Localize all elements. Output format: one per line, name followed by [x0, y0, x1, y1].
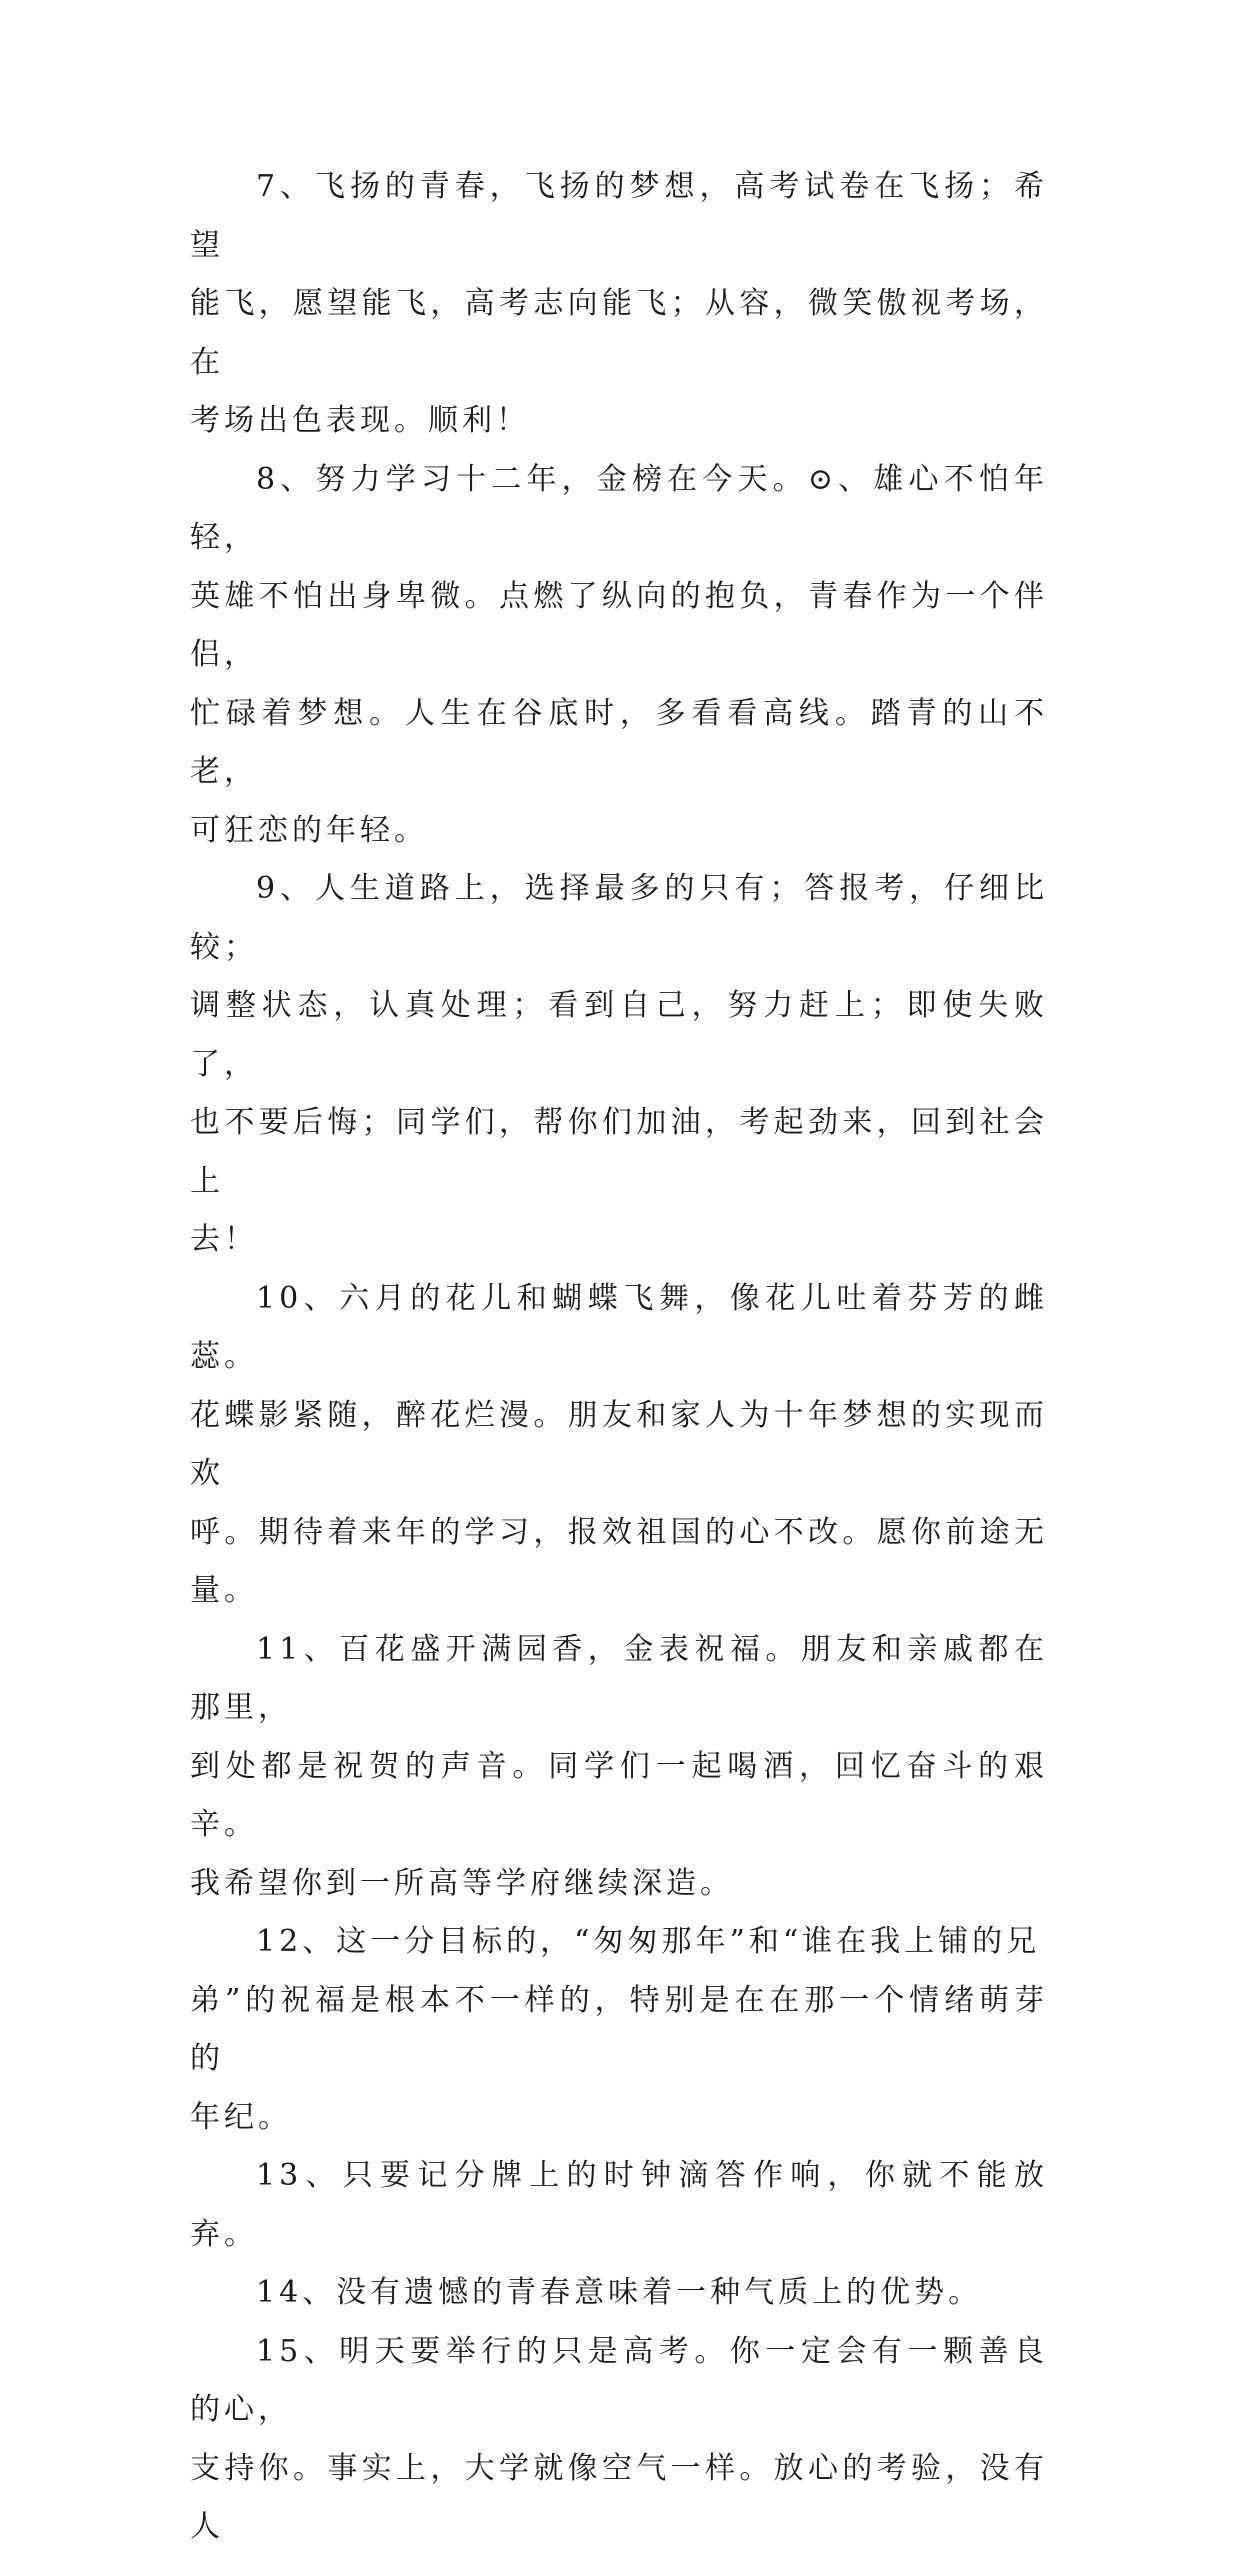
- text-line: 12、这一分目标的，“匆匆那年”和“谁在我上铺的兄: [256, 1924, 1041, 1959]
- text-line: 13、只要记分牌上的时钟滴答作响，你就不能放弃。: [190, 2158, 1048, 2252]
- text-line: 调整状态，认真处理；看到自己，努力赶上；即使失败了，: [190, 988, 1048, 1082]
- text-line: 去！: [190, 1222, 258, 1257]
- text-line: 9、人生道路上，选择最多的只有；答报考，仔细比较；: [190, 871, 1048, 965]
- paragraph-14: [190, 2264, 1048, 2323]
- text-line: 15、明天要举行的只是高考。你一定会有一颗善良的心，: [190, 2333, 1048, 2427]
- text-line: 到处都是祝贺的声音。同学们一起喝酒，回忆奋斗的艰辛。: [190, 1748, 1048, 1842]
- text-line: 英雄不怕出身卑微。点燃了纵向的抱负，青春作为一个伴侣，: [190, 578, 1048, 672]
- paragraph-12: [190, 1913, 1048, 2147]
- text-line: 支持你。事实上，大学就像空气一样。放心的考验，没有人: [190, 2450, 1048, 2544]
- document-body: [190, 158, 1048, 2557]
- paragraph-10: [190, 1270, 1048, 1621]
- text-line: 能飞，愿望能飞，高考志向能飞；从容，微笑傲视考场，在: [190, 286, 1048, 380]
- text-line: 8、努力学习十二年，金榜在今天。⊙、雄心不怕年轻，: [190, 461, 1048, 555]
- text-line: 可狂恋的年轻。: [190, 812, 428, 848]
- text-line: 10、六月的花儿和蝴蝶飞舞，像花儿吐着芬芳的雌蕊。: [190, 1280, 1048, 1374]
- text-line: 年纪。: [190, 2099, 292, 2135]
- text-line: 也不要后悔；同学们，帮你们加油，考起劲来，回到社会上: [190, 1105, 1048, 1199]
- text-line: 忙碌着梦想。人生在谷底时，多看看高线。踏青的山不老，: [190, 695, 1048, 789]
- text-line: 呼。期待着来年的学习，报效祖国的心不改。愿你前途无量。: [190, 1514, 1048, 1608]
- text-line: 弟”的祝福是根本不一样的，特别是在在那一个情绪萌芽的: [190, 1982, 1048, 2076]
- paragraph-8: [190, 451, 1048, 861]
- paragraph-11: [190, 1621, 1048, 1914]
- text-line: 14、没有遗憾的青春意味着一种气质上的优势。: [256, 2275, 983, 2310]
- text-line: 11、百花盛开满园香，金表祝福。朋友和亲戚都在那里，: [190, 1631, 1048, 1725]
- text-line: 花蝶影紧随，醉花烂漫。朋友和家人为十年梦想的实现而欢: [190, 1397, 1048, 1491]
- text-line: 考场出色表现。顺利！: [190, 403, 530, 438]
- paragraph-15: [190, 2323, 1048, 2557]
- paragraph-9: [190, 860, 1048, 1270]
- paragraph-7: [190, 158, 1048, 451]
- text-line: 我希望你到一所高等学府继续深造。: [190, 1865, 734, 1901]
- text-line: 7、飞扬的青春，飞扬的梦想，高考试卷在飞扬；希望: [190, 169, 1048, 263]
- paragraph-13: [190, 2147, 1048, 2264]
